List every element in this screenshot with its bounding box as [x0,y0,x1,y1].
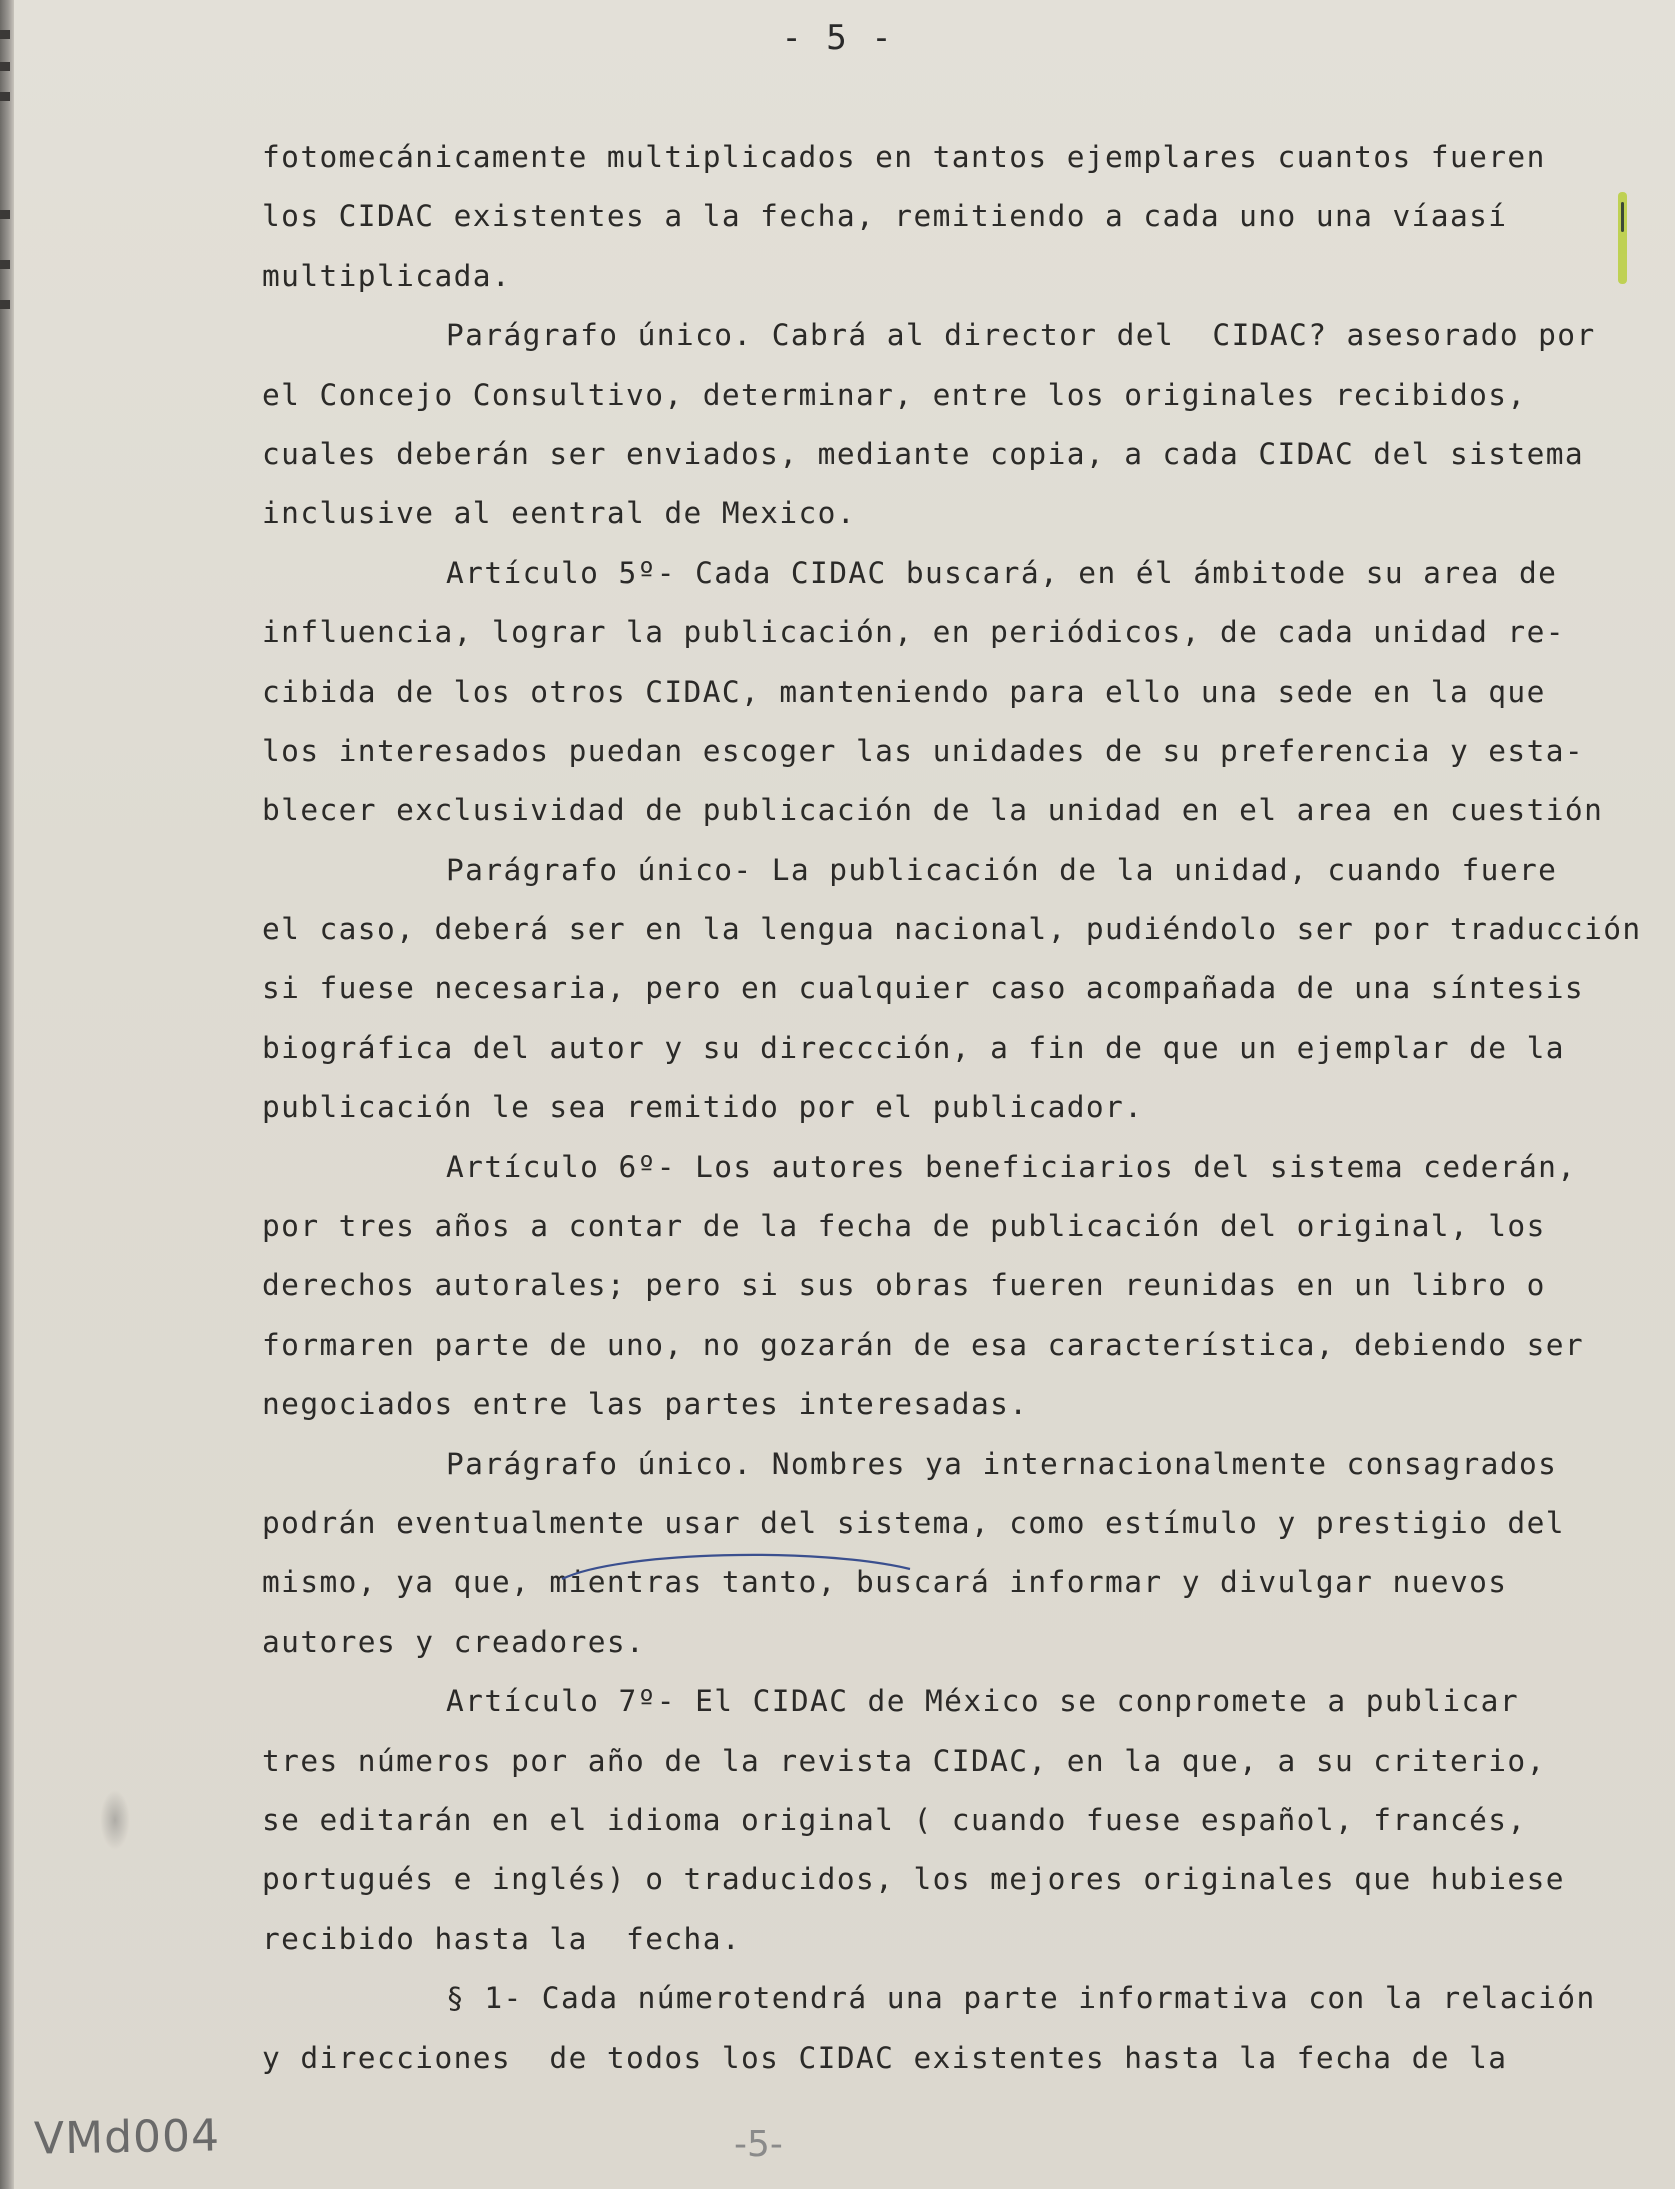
text-line: formaren parte de uno, no gozarán de esa característica, debiendo ser [262,1327,1585,1362]
text-line: si fuese necesaria, pero en cualquier caso acompañada de una síntesis [262,971,1585,1006]
text-line: derechos autorales; pero si sus obras fueren reunidas en un libro o [262,1268,1546,1303]
text-line: § 1- Cada númerotendrá una parte informativa con la relación [446,1981,1596,2016]
page-number: - 5 - [781,18,894,58]
text-line: publicación le sea remitido por el publicador. [262,1090,1144,1125]
text-line: el Concejo Consultivo, determinar, entre los originales recibidos, [262,377,1527,412]
archive-code-handwritten: VMd004 [33,2110,221,2165]
handwritten-pen-curve [560,1545,920,1585]
text-line: y direcciones de todos los CIDAC existentes hasta la fecha de la [262,2040,1508,2075]
text-line: tres números por año de la revista CIDAC, en la que, a su criterio, [262,1743,1546,1778]
text-line: fotomecánicamente multiplicados en tantos ejemplares cuantos fueren [262,140,1546,174]
text-line: negociados entre las partes interesadas. [262,1387,1029,1422]
text-line: los interesados puedan escoger las unidades de su preferencia y esta- [262,733,1585,768]
text-line: recibido hasta la fecha. [262,1921,742,1956]
edge-mark [0,300,10,309]
edge-mark [0,92,10,101]
text-line: autores y creadores. [262,1624,646,1659]
text-line: cibida de los otros CIDAC, manteniendo para ello una sede en la que [262,674,1546,709]
edge-mark [0,62,10,71]
text-line: Parágrafo único. Cabrá al director del CIDAC? asesorado por [446,318,1596,353]
text-line: portugués e inglés) o traducidos, los mejores originales que hubiese [262,1862,1565,1897]
text-line: mismo, ya que, mientras tanto, buscará informar y divulgar nuevos [262,1565,1508,1600]
edge-mark [0,260,10,269]
edge-mark [0,210,10,219]
page-left-edge [0,0,14,2189]
paper-smudge [100,1790,130,1850]
text-line: Artículo 7º- El CIDAC de México se conpromete a publicar [446,1684,1519,1719]
text-line: biográfica del autor y su direccción, a fin de que un ejemplar de la [262,1030,1565,1065]
typed-body-text [262,128,1675,2088]
text-line: el caso, deberá ser en la lengua nacional, pudiéndolo ser por traducción [262,912,1642,947]
text-line: cuales deberán ser enviados, mediante copia, a cada CIDAC del sistema [262,436,1585,471]
text-line: Parágrafo único- La publicación de la unidad, cuando fuere [446,852,1558,887]
footer-page-number: -5- [734,2124,783,2165]
text-line: Artículo 5º- Cada CIDAC buscará, en él ámbitode su area de [446,555,1558,590]
text-line: inclusive al eentral de Mexico. [262,496,856,531]
text-line: los CIDAC existentes a la fecha, remitiendo a cada uno una víaasí [262,199,1508,234]
text-line: Parágrafo único. Nombres ya internacionalmente consagrados [446,1446,1558,1481]
text-line: podrán eventualmente usar del sistema, como estímulo y prestigio del [262,1505,1565,1540]
text-line: influencia, lograr la publicación, en periódicos, de cada unidad re- [262,615,1565,650]
text-line: por tres años a contar de la fecha de publicación del original, los [262,1209,1546,1244]
text-line: se editarán en el idioma original ( cuando fuese español, francés, [262,1802,1527,1837]
text-line: Artículo 6º- Los autores beneficiarios del sistema cederán, [446,1149,1577,1184]
text-line: blecer exclusividad de publicación de la unidad en el area en cuestión [262,793,1604,828]
text-line: multiplicada. [262,258,512,293]
